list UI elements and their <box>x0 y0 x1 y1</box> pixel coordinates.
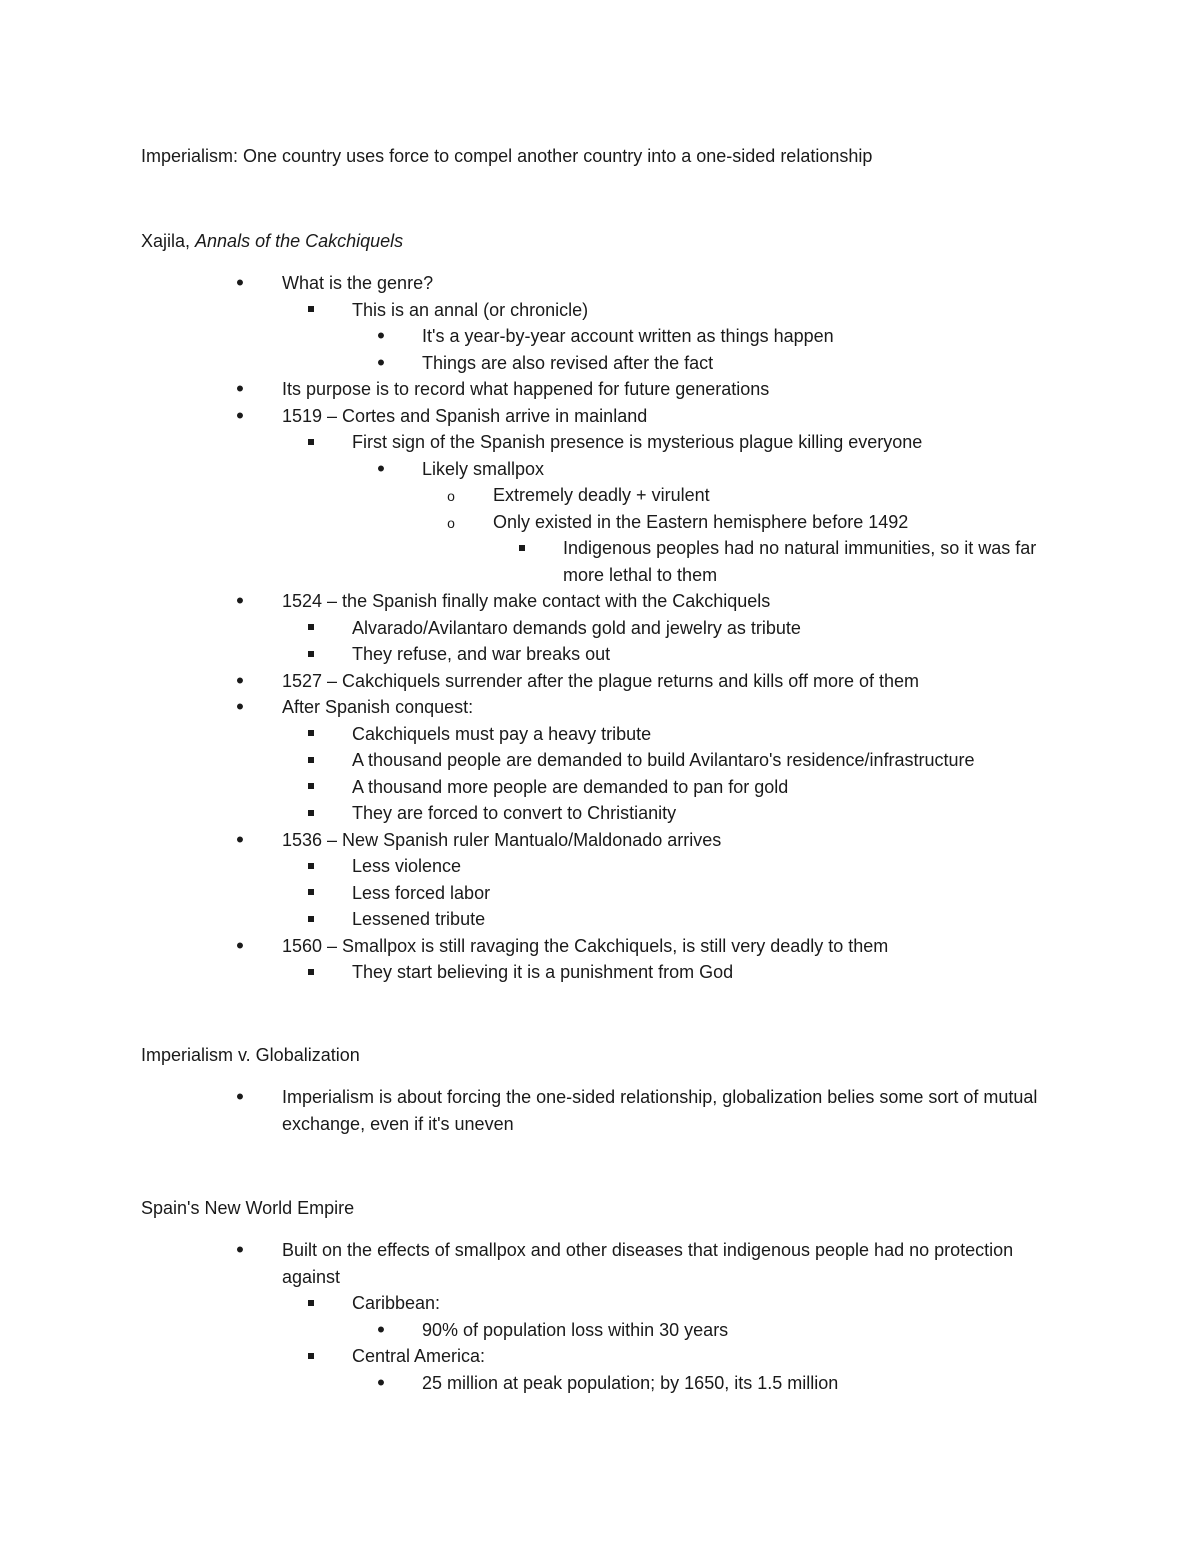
square-bullet-icon <box>301 721 321 748</box>
square-bullet-icon <box>301 774 321 801</box>
bullet-icon <box>371 1370 391 1398</box>
square-bullet-icon <box>301 1343 321 1370</box>
list-item-text: What is the genre? <box>282 273 434 293</box>
list-item-text: A thousand more people are demanded to pan for gold <box>352 776 789 797</box>
bullet-icon <box>230 668 250 696</box>
square-bullet-icon <box>301 297 321 324</box>
section-heading-spain: Spain's New World Empire <box>141 1198 355 1218</box>
list-item-text: Cakchiquels must pay a heavy tribute <box>352 723 652 744</box>
heading-author: Xajila, <box>141 231 196 251</box>
bullet-icon <box>230 376 250 404</box>
list-item-text: Alvarado/Avilantaro demands gold and jewelry as tribute <box>352 617 801 638</box>
bullet-icon <box>371 323 391 351</box>
list-item-text: 1519 – Cortes and Spanish arrive in mainland <box>282 405 648 426</box>
list-item-text: 1524 – the Spanish finally make contact with the Cakchiquels <box>282 591 771 611</box>
list-item-text: Indigenous peoples had no natural immunities, so it was far more lethal to them <box>563 538 1037 585</box>
bullet-icon <box>230 827 250 855</box>
square-bullet-icon <box>301 641 321 668</box>
bullet-icon <box>230 1237 250 1265</box>
list-item-text: They start believing it is a punishment from God <box>352 962 734 982</box>
square-bullet-icon <box>301 853 321 880</box>
bullet-icon <box>371 350 391 378</box>
heading-title: Annals of the Cakchiquels <box>195 231 404 251</box>
square-bullet-icon <box>512 535 532 562</box>
section-heading-annals <box>141 228 403 254</box>
square-bullet-icon <box>301 906 321 933</box>
list-item-text: Things are also revised after the fact <box>422 352 714 373</box>
list-item-text: Its purpose is to record what happened for future generations <box>282 379 770 399</box>
list-item-text: First sign of the Spanish presence is mysterious plague killing everyone <box>352 432 923 452</box>
list-item-text: 1527 – Cakchiquels surrender after the plague returns and kills off more of them <box>282 670 920 691</box>
list-item-text: Caribbean: <box>352 1293 441 1313</box>
list-item-text: Central America: <box>352 1346 486 1366</box>
definition-paragraph: Imperialism: One country uses force to compel another country into a one-sided relationship <box>141 146 873 166</box>
circle-bullet-icon <box>441 509 461 537</box>
bullet-icon <box>371 1317 391 1345</box>
list-item-text: They refuse, and war breaks out <box>352 644 611 664</box>
square-bullet-icon <box>301 1290 321 1317</box>
square-bullet-icon <box>301 800 321 827</box>
bullet-icon <box>230 270 250 298</box>
list-item-text: It's a year-by-year account written as things happen <box>422 326 834 346</box>
bullet-icon <box>230 588 250 616</box>
list-item-text: Lessened tribute <box>352 909 486 929</box>
list-item-text: After Spanish conquest: <box>282 697 474 717</box>
square-bullet-icon <box>301 959 321 986</box>
bullet-icon <box>230 403 250 431</box>
list-item-text: Extremely deadly + virulent <box>493 485 710 505</box>
list-item-text: A thousand people are demanded to build Avilantaro's residence/infrastructure <box>352 750 975 770</box>
list-item-text: This is an annal (or chronicle) <box>352 299 589 320</box>
list-item-text: Imperialism is about forcing the one-sided relationship, globalization belies some sort of mutual exchange, even if it's uneven <box>282 1087 1038 1134</box>
bullet-icon <box>230 694 250 722</box>
list-item-text: They are forced to convert to Christianity <box>352 803 677 823</box>
square-bullet-icon <box>301 615 321 642</box>
section-heading-globalization: Imperialism v. Globalization <box>141 1045 360 1065</box>
list-item-text: 25 million at peak population; by 1650, its 1.5 million <box>422 1372 839 1393</box>
square-bullet-icon <box>301 747 321 774</box>
list-item-text: Less violence <box>352 856 462 876</box>
square-bullet-icon <box>301 880 321 907</box>
bullet-icon <box>230 933 250 961</box>
bullet-icon <box>230 1084 250 1112</box>
list-item-text: Likely smallpox <box>422 458 545 479</box>
list-item-text: 90% of population loss within 30 years <box>422 1319 729 1340</box>
list-item-text: Less forced labor <box>352 882 491 903</box>
list-item-text: 1536 – New Spanish ruler Mantualo/Maldonado arrives <box>282 829 722 850</box>
bullet-icon <box>371 456 391 484</box>
list-item-text: Only existed in the Eastern hemisphere before 1492 <box>493 511 909 532</box>
circle-bullet-icon <box>441 482 461 510</box>
list-item-text: Built on the effects of smallpox and other diseases that indigenous people had no protection against <box>282 1240 1014 1287</box>
square-bullet-icon <box>301 429 321 456</box>
list-item-text: 1560 – Smallpox is still ravaging the Cakchiquels, is still very deadly to them <box>282 935 889 956</box>
